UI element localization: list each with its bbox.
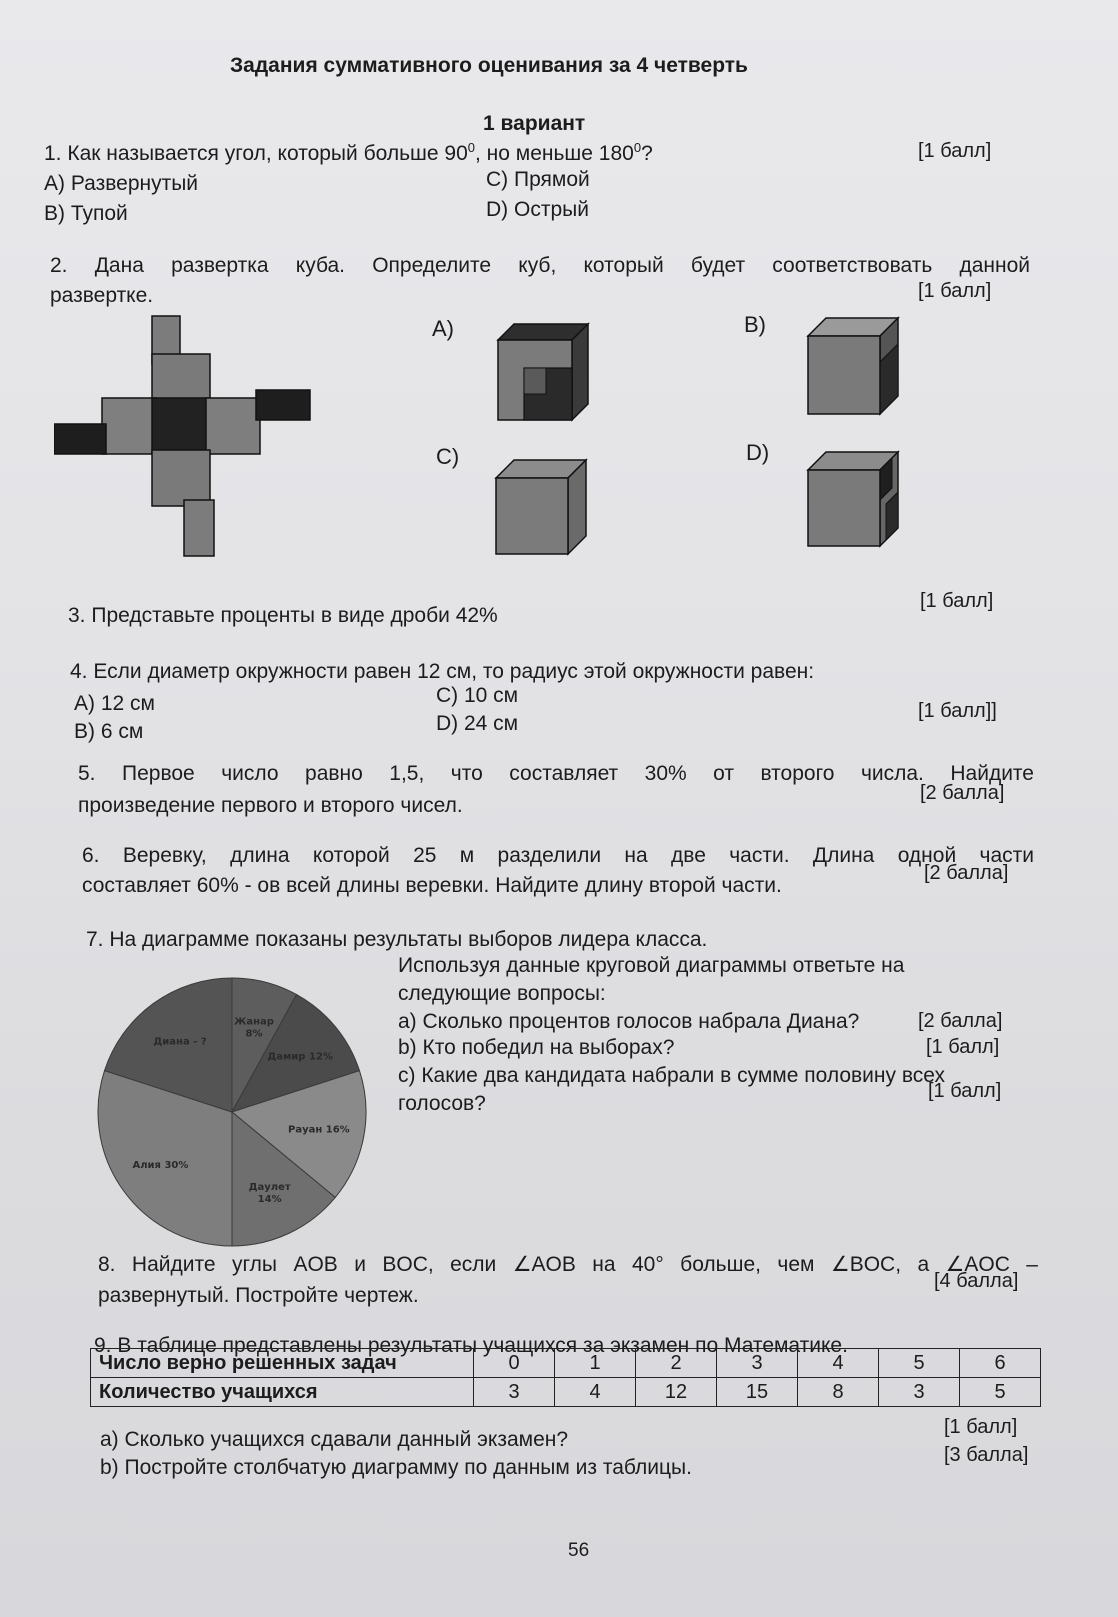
- q4-option-a: A) 12 см: [74, 692, 155, 715]
- q2-option-c-label: C): [436, 444, 460, 469]
- cube-net: [54, 310, 324, 580]
- table-row: [91, 1349, 1041, 1378]
- pie-label: 14%: [257, 1194, 282, 1206]
- q2-option-d-label: D): [746, 440, 770, 465]
- q2-option-a-label: A): [432, 316, 454, 341]
- table-cell: 2: [636, 1349, 717, 1378]
- q1-option-d: D) Острый: [486, 198, 589, 221]
- table-cell: 5: [879, 1349, 960, 1378]
- row2-label: Количество учащихся: [91, 1378, 474, 1407]
- pie-chart: [92, 972, 372, 1252]
- q4-option-b: B) 6 см: [74, 720, 144, 743]
- variant-title: 1 вариант: [483, 112, 586, 135]
- q9-question-a-points: [1 балл]: [944, 1416, 1018, 1438]
- row1-label: Число верно решенных задач: [91, 1349, 474, 1378]
- q6-text-line1: 6. Веревку, длина которой 25 м разделили на две части. Длина одной части: [82, 844, 1034, 867]
- pie-label: Даулет: [248, 1182, 291, 1194]
- q4-option-c: C) 10 см: [436, 684, 519, 707]
- q1-text: 1. Как называется угол, который больше $90^0$, но меньше $180^0$?: [44, 140, 653, 165]
- q8-text-line1: 8. Найдите углы AOB и BOC, если ∠AOB на 40° больше, чем ∠BOC, а ∠AOC –: [98, 1253, 1038, 1276]
- q3-points: [1 балл]: [920, 590, 994, 612]
- cube-option-d: [806, 448, 902, 548]
- q4-option-d: D) 24 см: [436, 712, 519, 735]
- table-cell: 3: [474, 1378, 555, 1407]
- page-title: Задания суммативного оценивания за 4 четверть: [230, 54, 748, 77]
- pie-label: Жанар: [234, 1016, 274, 1028]
- pie-label: Диана - ?: [153, 1036, 207, 1048]
- q1-option-c: C) Прямой: [486, 168, 590, 191]
- table-cell: 8: [798, 1378, 879, 1407]
- pie-label: Алия 30%: [132, 1159, 189, 1171]
- table-cell: 5: [960, 1378, 1041, 1407]
- table-cell: 3: [879, 1378, 960, 1407]
- q4-text: 4. Если диаметр окружности равен 12 см, то радиус этой окружности равен:: [70, 660, 815, 683]
- pie-label: 8%: [245, 1028, 263, 1040]
- q2-points: [1 балл]: [918, 280, 992, 302]
- q1-points: [1 балл]: [918, 140, 992, 162]
- q5-text-line1: 5. Первое число равно 1,5, что составляет 30% от второго числа. Найдите: [78, 762, 1034, 785]
- table-cell: 15: [717, 1378, 798, 1407]
- table-cell: 4: [798, 1349, 879, 1378]
- table-cell: 12: [636, 1378, 717, 1407]
- results-table: [90, 1348, 1041, 1407]
- q8-text-line2: развернутый. Постройте чертеж.: [98, 1284, 419, 1307]
- q7-question-b: b) Кто победил на выборах?: [398, 1036, 675, 1059]
- q9-question-b: b) Постройте столбчатую диаграмму по данным из таблицы.: [100, 1456, 692, 1479]
- q5-text-line2: произведение первого и второго чисел.: [78, 794, 463, 817]
- q1-option-b: B) Тупой: [44, 202, 128, 225]
- pie-label: Дамир 12%: [267, 1051, 333, 1063]
- table-row: [91, 1378, 1041, 1407]
- cube-option-b: [806, 314, 902, 416]
- q7-question-c-line1: c) Какие два кандидата набрали в сумме половину всех: [398, 1064, 945, 1087]
- pie-label: Рауан 16%: [288, 1124, 350, 1136]
- q7-line1: Используя данные круговой диаграммы ответьте на: [398, 954, 905, 977]
- cube-option-a: [496, 320, 592, 422]
- page-number: 56: [568, 1540, 590, 1561]
- q4-points: [1 балл]]: [918, 700, 997, 722]
- q6-points: [2 балла]: [924, 862, 1009, 884]
- q7-intro: 7. На диаграмме показаны результаты выборов лидера класса.: [86, 928, 708, 951]
- q2-option-b-label: B): [744, 312, 766, 337]
- q7-question-c-points: [1 балл]: [928, 1080, 1002, 1102]
- cube-option-c: [494, 456, 590, 556]
- q5-points: [2 балла]: [920, 782, 1005, 804]
- q7-question-b-points: [1 балл]: [926, 1036, 1000, 1058]
- q2-text-line1: 2. Дана развертка куба. Определите куб, который будет соответствовать данной: [50, 254, 1030, 277]
- q3-text: 3. Представьте проценты в виде дроби 42%: [68, 604, 498, 627]
- q1-option-a: A) Развернутый: [44, 172, 199, 195]
- q9-question-a: a) Сколько учащихся сдавали данный экзамен?: [100, 1428, 569, 1451]
- table-cell: 0: [474, 1349, 555, 1378]
- q9-intro: 9. В таблице представлены результаты учащихся за экзамен по Математике.: [94, 1334, 848, 1357]
- table-cell: 3: [717, 1349, 798, 1378]
- q7-question-a: a) Сколько процентов голосов набрала Диана?: [398, 1010, 860, 1033]
- q7-question-c-line2: голосов?: [398, 1092, 486, 1115]
- q9-question-b-points: [3 балла]: [944, 1444, 1029, 1466]
- table-cell: 1: [555, 1349, 636, 1378]
- q2-text-line2: развертке.: [50, 284, 154, 307]
- q7-question-a-points: [2 балла]: [918, 1010, 1003, 1032]
- q6-text-line2: составляет 60% - ов всей длины веревки. Найдите длину второй части.: [82, 874, 782, 897]
- table-cell: 4: [555, 1378, 636, 1407]
- table-cell: 6: [960, 1349, 1041, 1378]
- q8-points: [4 балла]: [934, 1270, 1019, 1292]
- q7-line2: следующие вопросы:: [398, 982, 606, 1005]
